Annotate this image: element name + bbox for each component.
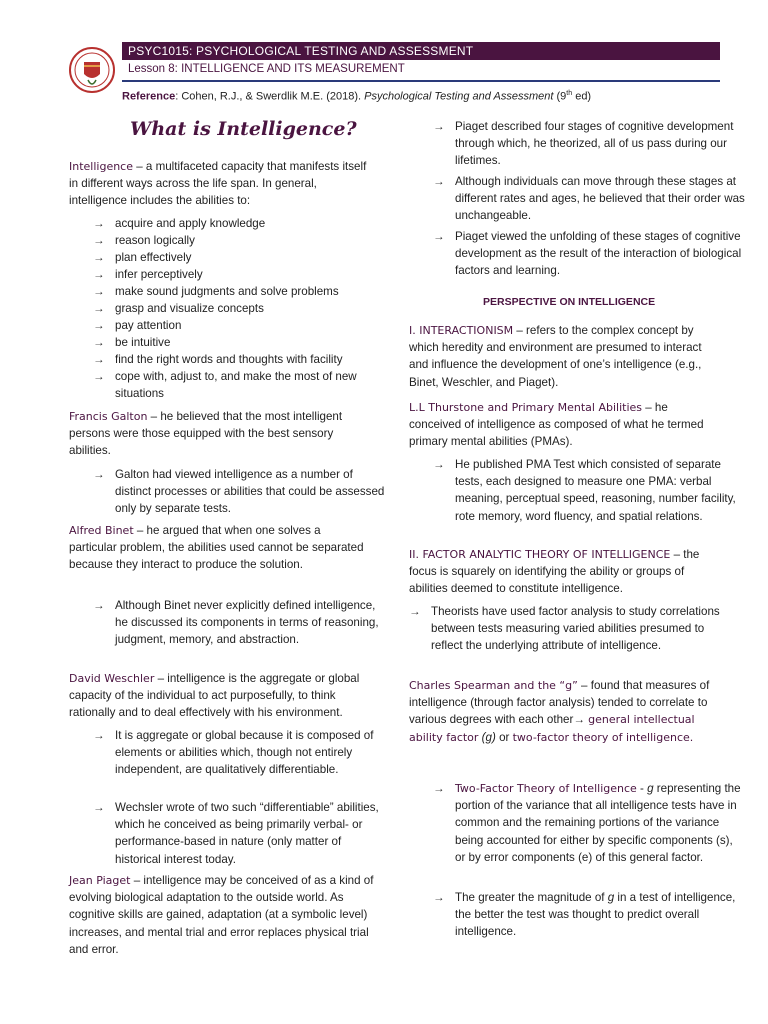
course-title: PSYC1015: PSYCHOLOGICAL TESTING AND ASSESSMENT (128, 44, 474, 58)
wechsler-definition: – intelligence is the aggregate or global capacity of the individual to act purposefully, to think rationally and to deal effectively with his environment. (69, 672, 360, 720)
reference-edition-pre: (9 (553, 90, 567, 103)
lesson-title: Lesson 8: INTELLIGENCE AND ITS MEASUREMENT (128, 63, 405, 75)
ability-item: → plan effectively (93, 249, 395, 266)
ability-item: → infer perceptively (93, 266, 395, 283)
binet-term: Alfred Binet (69, 524, 134, 537)
ability-item: → grasp and visualize concepts (93, 300, 395, 317)
two-factor-b2-pre: The greater the magnitude of (455, 891, 608, 904)
intelligence-definition: – a multifaceted capacity that manifests itself in different ways across the life span. In general, intelligence includes the abilities to: (69, 160, 367, 208)
factor-analytic-bullet: → Theorists have used factor analysis to study correlations between tests measuring varied abilities presumed to reflect the underlying attribute of intelligence. (409, 603, 721, 655)
galton-paragraph (69, 408, 369, 460)
reference-edition-post: ed) (572, 90, 592, 103)
ability-item: → be intuitive (93, 334, 395, 351)
wechsler-paragraph (69, 670, 379, 722)
thurstone-term: L.L Thurstone and Primary Mental Abilities (409, 401, 643, 414)
two-factor-g: g (647, 782, 654, 795)
reference-edition-sup: th (566, 90, 573, 97)
binet-paragraph (69, 522, 369, 574)
two-factor-definition: representing the portion of the variance that all intelligence tests have in common and the remaining portions of the variance being accounted for either by specific components (s), or by error components (e) of this general factor. (455, 782, 741, 864)
thurstone-paragraph (409, 399, 715, 451)
university-seal-logo (68, 42, 116, 98)
ability-item: → acquire and apply knowledge (93, 215, 395, 232)
reference-label: Reference (122, 90, 176, 103)
spearman-paragraph (409, 677, 721, 746)
two-factor-b2-g: g (607, 891, 615, 904)
reference-book-title: Psychological Testing and Assessment (364, 90, 554, 103)
spearman-g: (g) (478, 730, 500, 744)
course-header-bar (122, 42, 720, 60)
piaget-bullet-3: → Piaget viewed the unfolding of these stages of cognitive development as the result of the interaction of biological factors and learning. (433, 228, 745, 280)
factor-analytic-paragraph (409, 546, 721, 598)
two-factor-theory-term: Two-Factor Theory of Intelligence (455, 782, 637, 795)
piaget-bullet-1: → Piaget described four stages of cognitive development through which, he theorized, all of us pass during our lifetimes. (433, 118, 745, 170)
factor-analytic-term: II. FACTOR ANALYTIC THEORY OF INTELLIGENCE (409, 548, 671, 561)
binet-bullet: → Although Binet never explicitly defined intelligence, he discussed its components in terms of reasoning, judgment, memory, and abstraction. (93, 597, 385, 649)
galton-term: Francis Galton (69, 410, 148, 423)
wechsler-bullet-1: → It is aggregate or global because it is composed of elements or abilities which, though not entirely independent, are qualitatively differentiable. (93, 727, 385, 779)
binet-definition: – he argued that when one solves a particular problem, the abilities used cannot be separated because they interact to produce the solution. (69, 524, 364, 572)
interactionism-term: I. INTERACTIONISM (409, 324, 514, 337)
ability-item: → cope with, adjust to, and make the most of new situations (93, 368, 381, 402)
piaget-paragraph (69, 872, 379, 958)
piaget-bullet-2: → Although individuals can move through these stages at different rates and ages, he believed that their order was unchangeable. (433, 173, 745, 225)
piaget-term: Jean Piaget (69, 874, 131, 887)
thurstone-bullet: → He published PMA Test which consisted of separate tests, each designed to measure one PMA: verbal meaning, perceptual speed, reasoning, number facility, rote memory, word fluency, and spatial relations. (433, 456, 741, 525)
thurstone-definition: – he conceived of intelligence as composed of what he termed primary mental abilities (PMAs). (409, 401, 704, 449)
reference-line (122, 90, 591, 103)
factor-analytic-definition: – the focus is squarely on identifying the ability or groups of abilities deemed to constitute intelligence. (409, 548, 700, 596)
galton-bullet: → Galton had viewed intelligence as a number of distinct processes or abilities that could be assessed only by separate tests. (93, 466, 385, 518)
section-title: PERSPECTIVE ON INTELLIGENCE (483, 296, 656, 308)
ability-item: → find the right words and thoughts with facility (93, 351, 395, 368)
two-factor-bullet-1 (433, 780, 741, 866)
general-ability-term: general intellectual ability factor (409, 713, 695, 744)
header-divider (122, 80, 720, 82)
piaget-definition: – intelligence may be conceived of as a kind of evolving biological adaptation to the outside world. As cognitive skills are gained, adaptation (at a symbolic level) increases, and mental trial and error replaces physical trial and error. (69, 874, 374, 956)
wechsler-bullet-2: → Wechsler wrote of two such “differentiable” abilities, which he conceived as being primarily verbal- or performance-based in nature (only matter of historical interest today. (93, 799, 387, 868)
two-factor-b2-post: in a test of intelligence, the better the test was thought to predict overall intelligence. (455, 891, 736, 939)
spearman-definition: – found that measures of intelligence (through factor analysis) tended to correlate to various degrees with each other (409, 679, 710, 727)
interactionism-paragraph (409, 322, 715, 391)
spearman-arrow: → (573, 713, 589, 727)
two-factor-term: two-factor theory of intelligence. (512, 730, 694, 744)
wechsler-term: David Weschler (69, 672, 155, 685)
spearman-or: or (499, 730, 513, 744)
galton-definition: – he believed that the most intelligent persons were those equipped with the best sensory abilities. (69, 410, 343, 458)
interactionism-definition: – refers to the complex concept by which heredity and environment are presumed to interact and influence the development of one’s intelligence (e.g., Binet, Weschler, and Piaget). (409, 324, 702, 389)
page-title: What is Intelligence? (130, 118, 357, 140)
ability-item: → pay attention (93, 317, 395, 334)
intelligence-term: Intelligence (69, 160, 134, 173)
reference-authors: : Cohen, R.J., & Swerdlik M.E. (2018). (175, 90, 365, 103)
intelligence-paragraph (69, 158, 369, 210)
two-factor-bullet-2 (433, 889, 741, 941)
spearman-term: Charles Spearman and the “g” (409, 679, 578, 692)
ability-item: → reason logically (93, 232, 395, 249)
two-factor-dash: - (636, 782, 648, 795)
ability-item: → make sound judgments and solve problems (93, 283, 395, 300)
